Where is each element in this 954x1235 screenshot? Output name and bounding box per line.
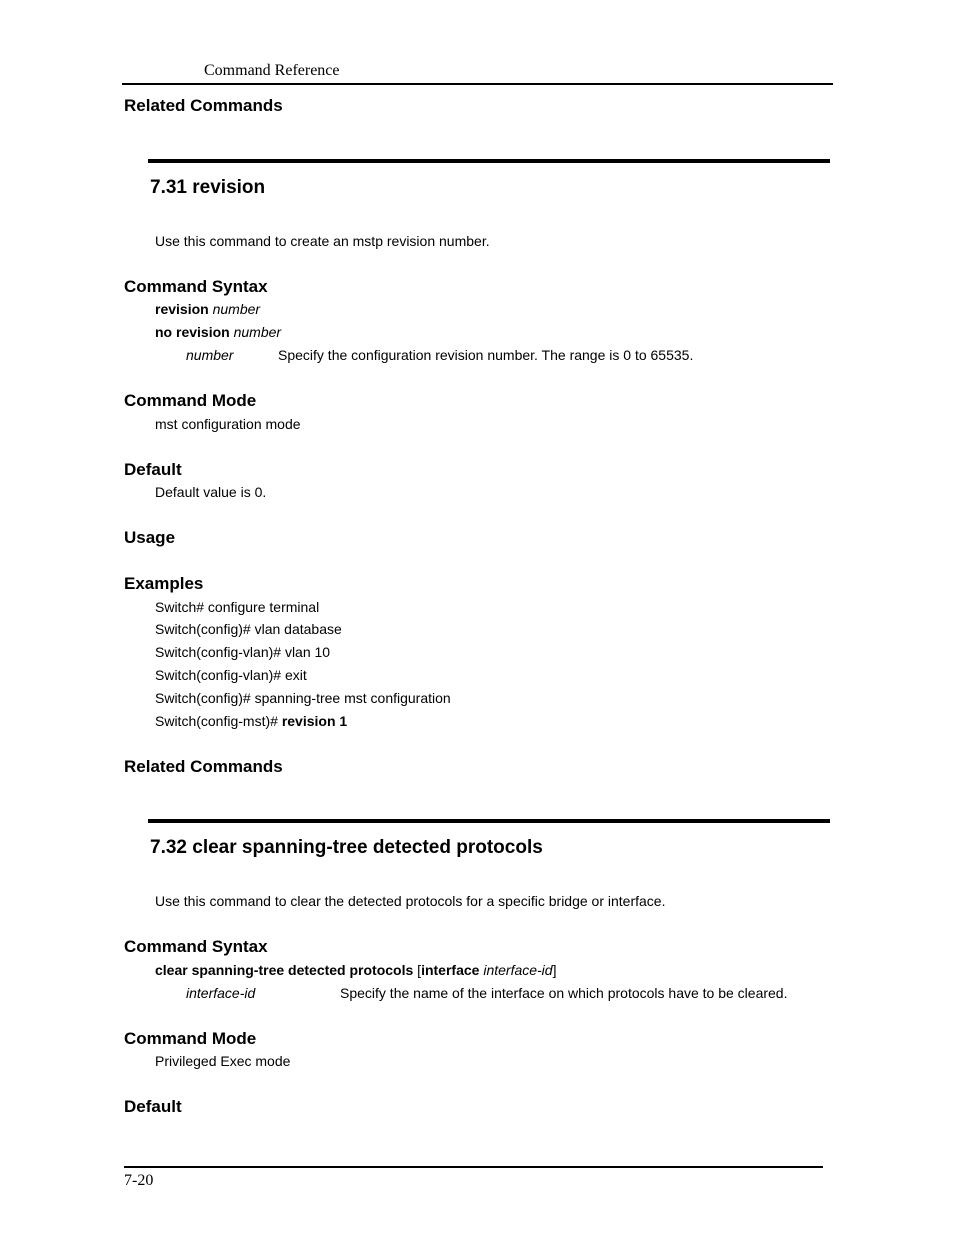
syntax-argument: interface-id	[483, 962, 553, 978]
parameter-description: Specify the configuration revision number. The range is 0 to 65535.	[278, 347, 694, 363]
section-intro: Use this command to clear the detected protocols for a specific bridge or interface.	[155, 893, 666, 909]
syntax-bracket-close: ]	[552, 962, 557, 978]
command-syntax-heading: Command Syntax	[124, 277, 268, 296]
usage-heading: Usage	[124, 528, 176, 547]
example-line: Switch(config)# vlan database	[155, 621, 342, 637]
syntax-line	[155, 324, 281, 340]
section-number: 7.32	[150, 837, 187, 858]
section-name: clear spanning-tree detected protocols	[192, 837, 543, 858]
parameter-name	[186, 347, 233, 363]
default-heading: Default	[124, 1097, 182, 1116]
syntax-argument: number	[212, 301, 261, 317]
example-line: Switch# configure terminal	[155, 599, 320, 615]
example-line: Switch(config-vlan)# exit	[155, 667, 307, 683]
footer-rule	[124, 1166, 823, 1168]
page-number: 7-20	[124, 1172, 154, 1189]
syntax-command: clear spanning-tree detected protocols	[155, 962, 414, 978]
parameter-description: Specify the name of the interface on which protocols have to be cleared.	[340, 985, 788, 1001]
section-rule-732	[148, 819, 830, 823]
example-line: Switch(config)# spanning-tree mst configuration	[155, 690, 451, 706]
section-name: revision	[192, 177, 266, 198]
section-title-731	[150, 177, 265, 199]
syntax-argument: number	[233, 324, 282, 340]
syntax-bracket-open: [	[413, 962, 422, 978]
command-mode-heading: Command Mode	[124, 391, 257, 410]
command-mode-heading: Command Mode	[124, 1029, 257, 1048]
syntax-command: revision	[155, 301, 209, 317]
section-title-732	[150, 837, 543, 859]
example-command: revision 1	[281, 713, 348, 729]
parameter-name-text: number	[186, 347, 234, 363]
parameter-name-text: interface-id	[186, 985, 256, 1001]
syntax-line	[155, 962, 556, 978]
command-mode-text: Privileged Exec mode	[155, 1053, 291, 1069]
section-number: 7.31	[150, 177, 187, 198]
section-intro: Use this command to create an mstp revision number.	[155, 233, 490, 249]
parameter-name	[186, 985, 255, 1001]
syntax-command: no revision	[155, 324, 230, 340]
command-mode-text: mst configuration mode	[155, 416, 301, 432]
example-line: Switch(config-vlan)# vlan 10	[155, 644, 331, 660]
related-commands-heading-top: Related Commands	[124, 96, 283, 115]
syntax-keyword: interface	[421, 962, 480, 978]
header-rule	[122, 83, 833, 85]
default-heading: Default	[124, 460, 182, 479]
syntax-line	[155, 301, 260, 317]
default-text: Default value is 0.	[155, 484, 267, 500]
running-header: Command Reference	[204, 62, 340, 79]
command-syntax-heading: Command Syntax	[124, 937, 268, 956]
example-line	[155, 713, 347, 729]
examples-heading: Examples	[124, 574, 204, 593]
section-rule-731	[148, 159, 830, 163]
example-prompt: Switch(config-mst)#	[155, 713, 282, 729]
related-commands-heading: Related Commands	[124, 757, 283, 776]
